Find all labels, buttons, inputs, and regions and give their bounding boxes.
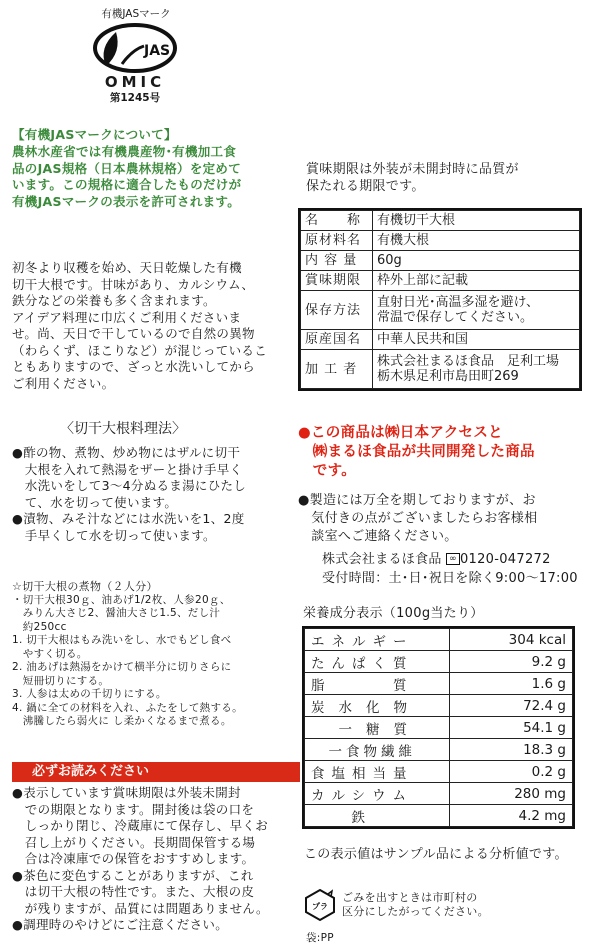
warning-line: が残りますが、品質には問題ありません。 [12,900,269,916]
recipe-line: やすく切る。 [12,647,88,660]
intro-line: アイデア料理に巾広くご利用くださいま [12,309,242,325]
nutrient-value: 9.2 g [450,651,573,673]
expiry-line: 保たれる期限です。 [306,178,425,194]
table-row [301,231,580,251]
recipe-line: みりん大さじ2、醤油大さじ1.5、だし汁 [12,607,221,619]
table-row [305,695,573,717]
joint-notice [298,424,535,481]
warning-line: 召し上がりください。長期間保管する場 [12,834,256,850]
spec-value: 直射日光･高温多湿を避け、 常温で保存してください。 [373,291,580,330]
intro-line: せ。尚、天日で干しているので自然の異物 [12,326,255,341]
nutrient-value: 304 kcal [450,629,573,651]
spec-value: 枠外上部に記載 [373,271,580,291]
contact-line: ●製造には万全を期しておりますが、お [298,493,536,508]
method-line: て、水を切って使います。 [12,494,178,510]
contact-text [298,492,537,546]
spec-table [300,210,580,389]
table-row [305,717,573,739]
recipe-line: 3. 人参は太めの千切りにする。 [12,688,167,700]
method-title: 〈切干大根料理法〉 [60,421,186,437]
nutrient-name: 食塩相当量 [305,761,450,783]
nutrient-value: 1.6 g [450,673,573,695]
jas-mark-text: JAS [144,43,171,59]
recipe-title: ☆切干大根の煮物（２人分） [12,580,158,593]
intro-line: 初冬より収穫を始め、天日乾燥した有機 [12,260,242,275]
warning-line: しっかり閉じ、冷蔵庫にて保存し、早くお [12,818,269,833]
method-line: 水洗いをして3～4分ぬるま湯にひたし [12,478,247,493]
intro-line: （わらくず、ほこりなど）が混じっているこ [12,342,268,358]
recycle-material: 袋:PP [306,932,334,944]
table-row [305,651,573,673]
nutrient-value: 280 mg [450,783,573,805]
nutrient-value: 54.1 g [450,717,573,739]
nutrition-title: 栄養成分表示（100g当たり） [303,606,484,621]
nutrient-name: たんぱく質 [305,651,450,673]
table-row [301,251,580,271]
spec-key: 賞味期限 [301,271,373,291]
intro-text [12,260,267,392]
spec-value: 60g [373,251,580,271]
jas-org: OMIC [104,73,166,91]
warning-text [12,785,269,934]
about-line: 品のJAS規格（日本農林規格）を定めて [12,160,242,176]
nutrient-name: 炭水化物 [305,695,450,717]
about-line: 農林水産省では有機農産物･有機加工食 [12,144,237,159]
recipe-line: 4. 鍋に全ての材料を入れ、ふたをして熱する。 [12,701,243,714]
spec-key: 原産国名 [301,330,373,350]
freedial-icon: ∞ [446,553,460,565]
nutrient-value: 72.4 g [450,695,573,717]
recipe-line: 1. 切干大根はもみ洗いをし、水でもどし食べ [12,634,232,646]
table-row [301,291,580,330]
method-line: ●漬物、みそ汁などには水洗いを1、2度 [12,511,245,526]
nutrient-name: 鉄 [305,805,450,827]
nutrient-name: 一糖質 [305,717,450,739]
method-text [12,445,246,544]
nutrition-footnote: この表示値はサンプル品による分析値です。 [304,847,568,862]
table-row [305,783,573,805]
jas-number: 第1245号 [109,92,161,104]
nutrition-table-frame [302,626,575,829]
intro-line: 切干大根です。甘味があり、カルシウム、 [12,276,255,292]
intro-line: 鉄分などの栄養も多く含まれます。 [12,293,216,308]
joint-line: ㈱まるほ食品が共同開発した商品 [298,444,535,460]
recipe-line: 沸騰したら弱火に し柔かくなるまで煮る。 [12,715,232,727]
joint-line: です。 [298,463,357,479]
jas-top-label: 有機JASマーク [101,8,171,20]
spec-value: 中華人民共和国 [373,330,580,350]
recipe-line: ・切干大根30ｇ、油あげ1/2枚、人参20ｇ、 [12,593,231,606]
table-row [305,761,573,783]
table-row [305,673,573,695]
nutrient-name: エネルギー [305,629,450,651]
recipe-line: 約250cc [12,620,67,633]
method-line: 手早くして水を切って使います。 [12,527,216,543]
nutrition-table [304,628,573,827]
nutrient-name: 脂 質 [305,673,450,695]
recipe-line: 短冊切りにする。 [12,674,110,687]
warning-line: での期限となります。開封後は袋の口を [12,801,255,817]
intro-line: ともありますので、ざっと水洗いしてから [12,359,255,374]
intro-line: ご利用ください。 [12,375,115,391]
recipe-line: 2. 油あげは熱湯をかけて横半分に切りさらに [12,661,232,673]
spec-key: 内 容 量 [301,251,373,271]
table-row [301,330,580,350]
method-line: 大根を入れて熱湯をザーと掛け手早く [12,461,243,477]
recycle-mark-text: プラ [312,902,328,911]
recycle-line: 区分にしたがってください。 [342,905,489,918]
recipe-text [12,580,243,729]
spec-key: 名 称 [301,211,373,231]
recycle-line: ごみを出すときは市町村の [342,891,478,904]
spec-key: 保存方法 [301,291,373,330]
about-line: います。この規格に適合したものだけが [12,177,242,192]
about-line: 有機JASマークの表示を許可されます。 [12,193,241,209]
table-row [301,271,580,291]
warning-header: 必ずお読みください [12,762,300,782]
contact-hours: 受付時間：土･日･祝日を除く9:00～17:00 [322,571,578,586]
expiry-note [306,162,519,195]
expiry-line: 賞味期限は外装が未開封時に品質が [306,162,519,177]
spec-key: 加 工 者 [301,350,373,389]
method-line: ●酢の物、煮物、炒め物にはザルに切干 [12,445,241,460]
spec-value: 有機大根 [373,231,580,251]
spec-value: 株式会社まるほ食品 足利工場 栃木県足利市島田町269 [373,350,580,389]
about-title: 【有機JASマークについて】 [12,127,177,142]
nutrient-name: カルシウム [305,783,450,805]
contact-line: 気付きの点がございましたらお客様相 [298,511,538,526]
joint-line: ●この商品は㈱日本アクセスと [298,425,503,441]
table-row [305,805,573,827]
contact-company: 株式会社まるほ食品 [322,552,442,567]
nutrient-name: 一食物繊維 [305,739,450,761]
warning-line: ●調理時のやけどにご注意ください。 [12,917,229,932]
warning-line: ●茶色に変色することがありますが、これ [12,867,254,883]
table-row [301,211,580,231]
table-row [301,350,580,389]
contact-company-line [322,551,551,569]
warning-line: ●表示しています賞味期限は外装未開封 [12,785,241,800]
spec-key: 原材料名 [301,231,373,251]
nutrient-value: 4.2 mg [450,805,573,827]
table-row [305,739,573,761]
contact-line: 談室へご連絡ください。 [298,529,458,544]
jas-leaf-icon [92,22,178,74]
recycle-text [342,891,489,919]
table-row [305,629,573,651]
freedial-number: 0120-047272 [459,552,551,567]
spec-table-frame [298,208,582,391]
warning-line: は切干大根の特性です。また、大根の皮 [12,884,255,899]
spec-value: 有機切干大根 [373,211,580,231]
nutrient-value: 0.2 g [450,761,573,783]
nutrient-value: 18.3 g [450,739,573,761]
recycle-pla-icon [304,888,336,922]
about-text [12,144,241,210]
warning-line: 合は冷凍庫での保管をおすすめします。 [12,851,255,866]
